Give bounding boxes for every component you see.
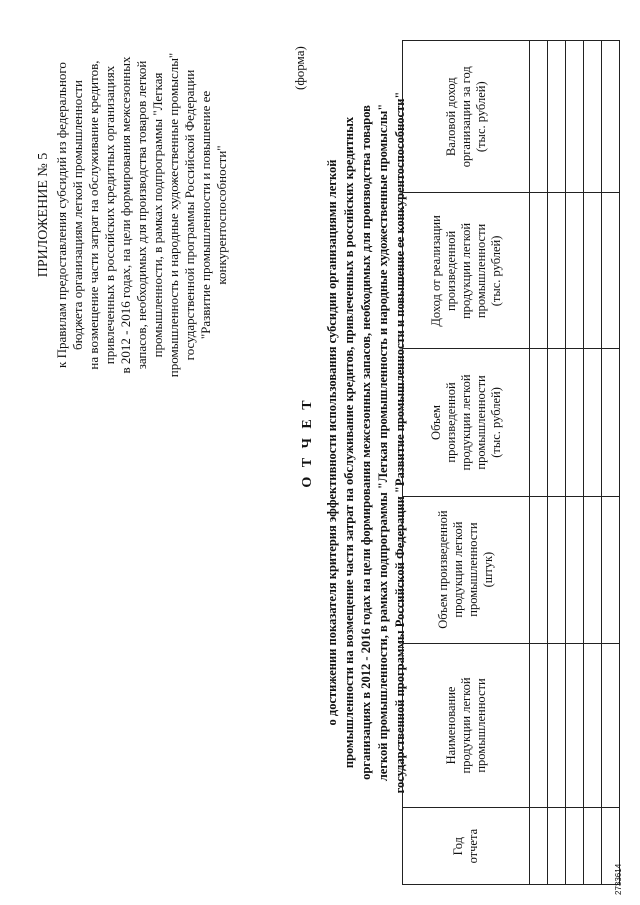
table-body [530, 41, 620, 885]
table-row [530, 41, 548, 885]
report-subtitle [324, 20, 409, 865]
report-table [402, 40, 620, 885]
appendix-text [54, 45, 230, 385]
table-row [548, 41, 566, 885]
header-sales-income [403, 193, 530, 349]
appendix-line: промышленности, в рамках подпрограммы "Легкая [150, 72, 165, 358]
table-cell [548, 643, 566, 808]
report-line: легкой промышленности, в рамках подпрограммы "Легкая промышленность и народные художественные промыслы" [376, 103, 390, 782]
header-line: Объем [428, 404, 443, 440]
table-row [566, 41, 584, 885]
appendix-line: в 2012 - 2016 годах, на цели формирования межсезонных [118, 56, 133, 374]
table-row [584, 41, 602, 885]
form-label: (форма) [292, 46, 307, 90]
table-cell [548, 41, 566, 193]
header-volume-rubles [403, 349, 530, 496]
table-row [602, 41, 620, 885]
table-cell [602, 496, 620, 643]
appendix-title: ПРИЛОЖЕНИЕ № 5 [36, 152, 51, 278]
header-product-name [403, 643, 530, 808]
table-cell [530, 808, 548, 885]
table-cell [530, 41, 548, 193]
report-line: организациях в 2012 - 2016 годах на цели формирования межсезонных запасов, необходимых для производства товаров [359, 105, 373, 780]
header-line: Наименование [443, 686, 458, 765]
appendix-line: к Правилам предоставления субсидий из федерального [54, 62, 69, 368]
appendix-line: "Развитие промышленности и повышение ее [198, 90, 213, 340]
header-line: (тыс. рублей) [473, 81, 488, 153]
table-cell [602, 349, 620, 496]
table-cell [548, 193, 566, 349]
header-line: Объем произведенной [436, 510, 450, 629]
header-volume-pieces [403, 496, 530, 643]
table-cell [548, 808, 566, 885]
appendix-line: запасов, необходимых для производства товаров легкой [134, 60, 149, 370]
header-line: промышленности [473, 223, 488, 319]
appendix-block [36, 45, 230, 385]
header-line: отчета [466, 828, 480, 864]
table-cell [566, 643, 584, 808]
header-line: произведенной [443, 230, 458, 312]
header-line: Год [451, 836, 465, 856]
report-heading [300, 20, 409, 865]
appendix-line: промышленность и народные художественные промыслы" [166, 52, 181, 378]
table-cell [566, 349, 584, 496]
table-cell [584, 41, 602, 193]
table-cell [584, 349, 602, 496]
header-line: промышленности [473, 375, 488, 470]
header-line: продукции легкой [458, 222, 473, 319]
appendix-line: бюджета организациям легкой промышленности [70, 79, 85, 351]
header-gross-income [403, 41, 530, 193]
header-line: продукции легкой [458, 677, 473, 774]
table-cell [566, 496, 584, 643]
table-cell [566, 41, 584, 193]
table-cell [530, 643, 548, 808]
table-cell [566, 808, 584, 885]
header-line: (тыс. рублей) [488, 387, 503, 458]
document-number: 2733614 [614, 863, 623, 895]
header-line: Валовой доход [443, 77, 458, 157]
table-cell [602, 41, 620, 193]
table-header-row [403, 41, 530, 885]
table-cell [584, 643, 602, 808]
table-cell [530, 193, 548, 349]
table-cell [584, 193, 602, 349]
appendix-line: привлеченных в российских кредитных организациях [102, 65, 117, 365]
appendix-line: государственной программы Российской Федерации [182, 69, 197, 361]
table-cell [602, 643, 620, 808]
table-cell [548, 349, 566, 496]
header-line: Доход от реализации [428, 215, 443, 327]
table-cell [584, 808, 602, 885]
appendix-line: на возмещение части затрат на обслуживание кредитов, [86, 60, 101, 370]
appendix-line: конкурентоспособности" [214, 145, 229, 285]
report-line: государственной программы Российской Федерации "Развитие промышленности и повышение ее конкурентоспособности" [393, 91, 407, 794]
header-year [403, 808, 530, 885]
table-cell [530, 349, 548, 496]
report-line: о достижении показателя критерия эффективности использования субсидии организациями легкой [325, 159, 339, 726]
table-cell [584, 496, 602, 643]
header-line: промышленности [466, 522, 480, 617]
header-line: промышленности [473, 678, 488, 773]
report-line: промышленности на возмещение части затрат на обслуживание кредитов, привлеченных в российских кредитных [342, 116, 356, 769]
report-title: О Т Ч Е Т [300, 397, 315, 488]
header-line: продукции легкой [451, 521, 465, 618]
table-cell [530, 496, 548, 643]
header-line: (тыс. рублей) [488, 235, 503, 307]
table-cell [548, 496, 566, 643]
header-line: продукции легкой [458, 374, 473, 471]
header-line: (штук) [481, 551, 495, 588]
table-cell [566, 193, 584, 349]
header-line: произведенной [443, 382, 458, 463]
table-cell [602, 193, 620, 349]
header-line: организации за год [458, 66, 473, 168]
